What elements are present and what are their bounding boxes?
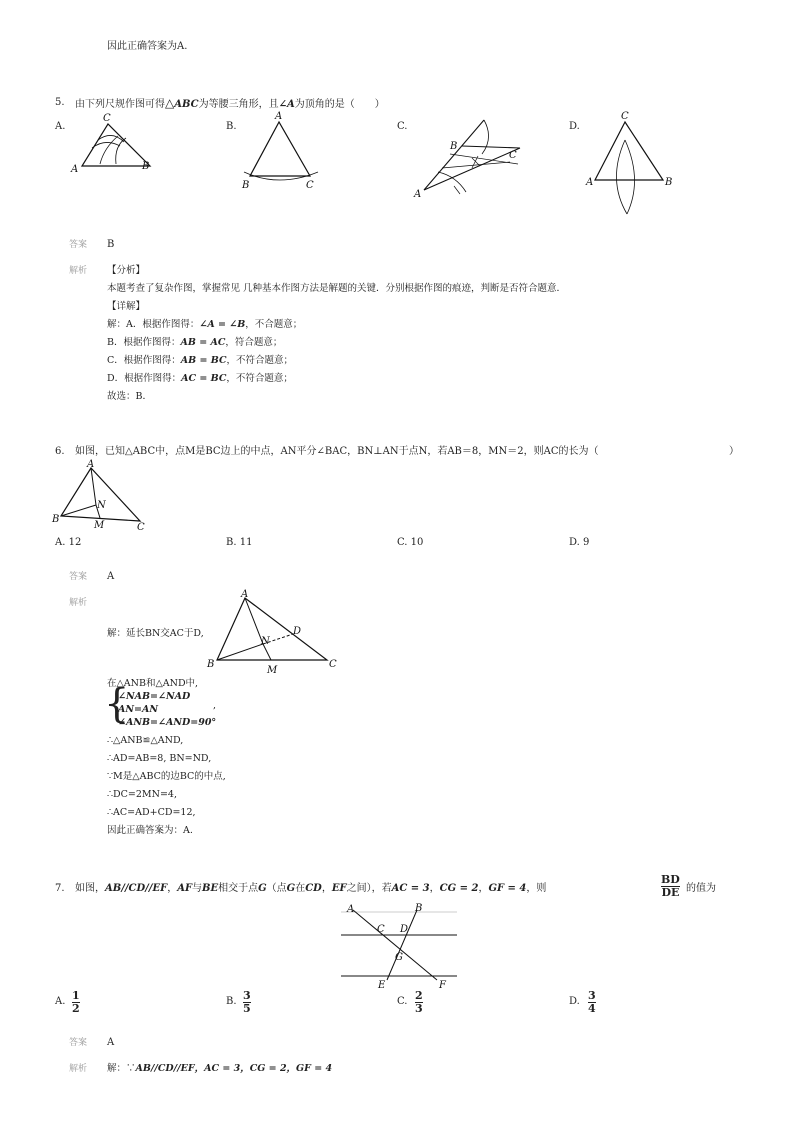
system-line: ∠ANB=∠AND=90° [118, 717, 217, 728]
fig-label: B [207, 659, 215, 670]
question-stem: 如图，已知△ABC中，点M是BC边上的中点，AN平分∠BAC，BN⊥AN于点N，若AB＝8，MN＝2，则AC的长为（ [75, 446, 599, 457]
stem-math: G [258, 883, 267, 894]
option-value: 12 [68, 537, 82, 548]
fraction-numerator: 2 [415, 989, 423, 1002]
detail-heading: 【详解】 [107, 301, 146, 312]
option-a-fraction [72, 990, 80, 1015]
solution-text: ，符合题意； [225, 337, 283, 348]
solution-first-line: 解：延长BN交AC于D, [107, 628, 204, 639]
option-b-fraction [243, 990, 251, 1015]
system-line: AN=AN [118, 704, 159, 715]
solution-text: ，不合题意； [245, 319, 303, 330]
fraction-denominator: 4 [588, 1002, 596, 1015]
option-value: 10 [410, 537, 424, 548]
stem-fraction [661, 874, 680, 899]
analysis-label: 解析 [69, 1064, 88, 1074]
analysis-label: 解析 [69, 598, 88, 608]
option-label: C. [397, 537, 408, 548]
fig-label: C [621, 111, 629, 122]
previous-answer-line: 因此正确答案为A. [107, 41, 188, 52]
option-label: B. [226, 537, 237, 548]
stem-text: ，则 [526, 883, 547, 894]
fig-label: A [275, 111, 283, 122]
stem-text: ， [478, 883, 489, 894]
option-b [226, 537, 252, 549]
solution-step: ∴△ANB≌△AND, [107, 735, 184, 746]
option-d-fraction [588, 990, 596, 1015]
stem-text: ， [167, 883, 178, 894]
conclusion: 故选：B． [107, 391, 152, 402]
fig-label: A [347, 904, 355, 915]
question-number: 6. [55, 446, 65, 457]
solution-step: ∴DC=2MN=4, [107, 789, 177, 800]
option-label: A. [55, 537, 66, 548]
option-value: 11 [239, 537, 253, 548]
solution-math: AB//CD//EF，AC = 3，CG = 2，GF = 4 [135, 1063, 333, 1074]
stem-text: （点 [266, 883, 287, 894]
analysis-label: 解析 [69, 266, 88, 276]
solution-line [107, 355, 293, 367]
answer-label: 答案 [69, 240, 88, 250]
stem-text: 在 [295, 883, 306, 894]
fig-label: C [306, 180, 314, 191]
fig-label: D [293, 626, 302, 637]
fig-label: F [439, 980, 446, 991]
fig-label: E [378, 980, 386, 991]
stem-text: 之间），若 [346, 883, 392, 894]
system-line: ∠NAB=∠NAD [118, 691, 191, 702]
solution-text: 解：∵ [107, 1063, 136, 1074]
stem-math: ∠A [278, 99, 295, 110]
fig-label: B [142, 161, 150, 172]
q5-figure-d [585, 110, 680, 220]
stem-math: ABC [174, 99, 199, 110]
q6-solution-figure [205, 588, 345, 676]
solution-text: 解：A．根据作图得： [107, 319, 200, 330]
solution-text: B．根据作图得： [107, 337, 181, 348]
analysis-heading: 【分析】 [107, 265, 146, 276]
answer-value: A [107, 571, 115, 582]
stem-math: AF [177, 883, 193, 894]
solution-text: C．根据作图得： [107, 355, 181, 366]
stem-math: AC = 3 [391, 883, 430, 894]
stem-end: 的值为 [686, 883, 716, 894]
fig-label: C [509, 150, 517, 161]
option-label-b: B. [226, 121, 237, 132]
q5-figure-a [70, 112, 155, 174]
stem-text: 为顶角的是（ ） [294, 99, 385, 110]
fig-label: B [450, 141, 458, 152]
solution-math: AB = AC [180, 337, 226, 348]
fraction-denominator: 5 [243, 1002, 251, 1015]
stem-text: 为等腰三角形，且 [198, 99, 279, 110]
fig-label: C [137, 522, 145, 533]
q6-figure [50, 458, 160, 533]
solution-step: 因此正确答案为：A. [107, 825, 193, 836]
solution-step: ∵M是△ABC的边BC的中点, [107, 771, 226, 782]
triangle-symbol: △ [165, 96, 175, 110]
analysis-text: 本题考查了复杂作图，掌握常见 几种基本作图方法是解题的关键．分别根据作图的痕迹，判断是否符合题意． [107, 283, 567, 294]
congruence-intro: 在△ANB和△AND中, [107, 678, 199, 689]
solution-line [107, 373, 293, 385]
solution-text: D．根据作图得： [107, 373, 182, 384]
option-label-b: B. [226, 996, 237, 1007]
q5-figure-b [238, 110, 328, 190]
fig-label: A [241, 589, 249, 600]
answer-value: A [107, 1037, 115, 1048]
option-label-c: C. [397, 996, 408, 1007]
option-label-d: D. [569, 121, 580, 132]
fraction-numerator: 1 [72, 989, 80, 1002]
option-c [397, 537, 423, 549]
fig-label: C [103, 113, 111, 124]
question-stem [75, 97, 385, 111]
option-a [55, 537, 81, 549]
option-value: 9 [583, 537, 590, 548]
solution-math: AB = BC [180, 355, 227, 366]
stem-math: G [286, 883, 296, 894]
option-label-d: D. [569, 996, 580, 1007]
stem-math: GF = 4 [488, 883, 527, 894]
fig-label: B [52, 514, 60, 525]
stem-math: AB//CD//EF [105, 883, 168, 894]
fig-label: N [261, 636, 270, 647]
fig-label: A [87, 459, 95, 470]
fraction-numerator: 3 [243, 989, 251, 1002]
fig-label: D [400, 924, 409, 935]
solution-line [107, 319, 302, 331]
system-brace: { [104, 681, 130, 727]
solution-text: ，不符合题意； [226, 373, 293, 384]
answer-value: B [107, 239, 115, 250]
solution-line [107, 337, 282, 349]
solution-math: AC = BC [181, 373, 227, 384]
fraction-numerator: 3 [588, 989, 596, 1002]
stem-text: 如图， [75, 883, 105, 894]
fraction-denominator: 3 [415, 1002, 423, 1015]
stem-text: ， [429, 883, 440, 894]
fraction-denominator: DE [661, 886, 680, 899]
option-label: D. [569, 537, 580, 548]
stem-math: BE [202, 883, 219, 894]
answer-label: 答案 [69, 1038, 88, 1048]
solution-step: ∴AD=AB=8, BN=ND, [107, 753, 212, 764]
fig-label: C [329, 659, 337, 670]
solution-step: ∴AC=AD+CD=12, [107, 807, 196, 818]
fig-label: G [395, 952, 403, 963]
stem-text: ， [321, 883, 332, 894]
fraction-numerator: BD [661, 873, 680, 886]
stem-text: 与 [192, 883, 203, 894]
solution-text: ，不符合题意； [226, 355, 294, 366]
option-d [569, 537, 589, 549]
q5-figure-c [410, 110, 530, 200]
answer-label: 答案 [69, 572, 88, 582]
solution-line [107, 1063, 332, 1075]
q7-figure [335, 900, 465, 990]
fig-label: A [586, 177, 594, 188]
system-comma: , [213, 700, 217, 711]
stem-text: 相交于点 [218, 883, 259, 894]
fig-label: N [97, 500, 106, 511]
question-number: 5. [55, 97, 65, 108]
fig-label: B [665, 177, 673, 188]
solution-math: ∠A = ∠B [199, 319, 246, 330]
option-c-fraction [415, 990, 423, 1015]
fig-label: B [242, 180, 250, 191]
option-label-a: A. [55, 996, 66, 1007]
fig-label: M [94, 520, 105, 531]
fig-label: C [377, 924, 385, 935]
fraction-denominator: 2 [72, 1002, 80, 1015]
fig-label: A [71, 164, 79, 175]
stem-text: 由下列尺规作图可得 [75, 99, 165, 110]
question-number: 7. [55, 883, 65, 894]
fig-label: A [414, 189, 422, 200]
option-label-a: A. [55, 121, 66, 132]
fig-label: B [415, 903, 423, 914]
stem-math: CD [305, 883, 322, 894]
option-label-c: C. [397, 121, 408, 132]
question-stem-close: ） [729, 446, 739, 457]
fig-label: M [267, 665, 278, 676]
stem-math: EF [331, 883, 347, 894]
question-stem [75, 883, 546, 895]
stem-math: CG = 2 [439, 883, 479, 894]
